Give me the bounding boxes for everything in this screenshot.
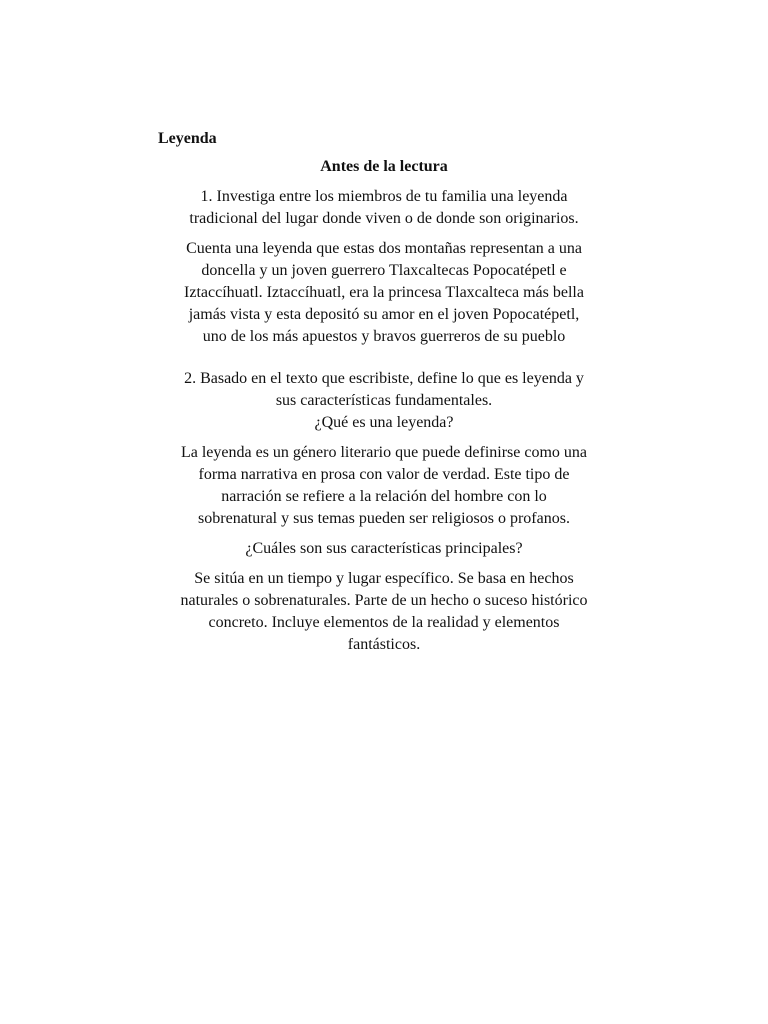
answer-1-line: uno de los más apuestos y bravos guerreros de su pueblo [202,328,566,345]
question-2b-line: ¿Cuáles son sus características principales? [245,540,523,557]
question-1-line: tradicional del lugar donde viven o de donde son originarios. [189,210,579,227]
question-1-line: 1. Investiga entre los miembros de tu familia una leyenda [200,188,568,205]
answer-1-line: doncella y un joven guerrero Tlaxcaltecas Popocatépetl e [201,262,567,279]
answer-2b-line: naturales o sobrenaturales. Parte de un hecho o suceso histórico [180,592,588,609]
answer-2a [158,442,610,530]
answer-2a-line: La leyenda es un género literario que puede definirse como una [180,444,588,461]
document-page [158,128,610,664]
question-2 [158,368,610,412]
document-title: Leyenda [158,130,217,147]
answer-2b-line: fantásticos. [347,636,421,653]
answer-1-line: jamás vista y esta depositó su amor en el joven Popocatépetl, [188,306,580,323]
answer-2a-line: narración se refiere a la relación del hombre con lo [221,488,547,505]
question-2b [158,538,610,560]
question-1 [158,186,610,230]
question-2a-line: ¿Qué es una leyenda? [314,414,454,431]
answer-1-line: Iztaccíhuatl. Iztaccíhuatl, era la princesa Tlaxcalteca más bella [184,284,584,301]
answer-2a-line: sobrenatural y sus temas pueden ser religiosos o profanos. [198,510,570,527]
question-2a [158,412,610,434]
question-2-line: 2. Basado en el texto que escribiste, define lo que es leyenda y [184,370,584,387]
answer-2b [158,568,610,656]
answer-2b-line: Se sitúa en un tiempo y lugar específico. Se basa en hechos [194,570,574,587]
answer-1 [158,238,610,348]
answer-1-line: Cuenta una leyenda que estas dos montañas representan a una [186,240,582,257]
section-heading: Antes de la lectura [320,158,448,175]
question-2-line: sus características fundamentales. [275,392,493,409]
answer-2b-line: concreto. Incluye elementos de la realidad y elementos [208,614,560,631]
answer-2a-line: forma narrativa en prosa con valor de verdad. Este tipo de [198,466,570,483]
